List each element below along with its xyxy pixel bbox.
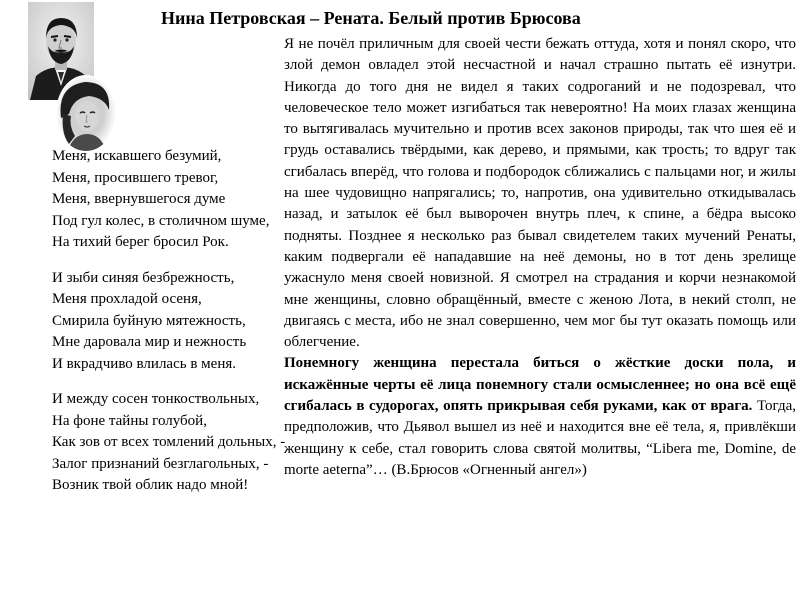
poem-line: И вкрадчиво влилась в меня. bbox=[52, 355, 236, 372]
stanza-gap bbox=[50, 375, 290, 389]
poem-line: На фоне тайны голубой, bbox=[52, 412, 207, 429]
poem-line: Мне даровала мир и нежность bbox=[52, 334, 247, 350]
prose-paragraph: Я не почёл приличным для своей чести бежать оттуда, хотя и понял скоро, что злой демон овладел этой несчастной и начал страшно пытать её изнутри. Никогда до того дня не видел я таких содроганий и не подозревал, что человеческое тело может изгибаться так невероятно! На моих глазах женщина то вытягивалась мучительно и против всех законов природы, так что шея её и грудь оставались твёрдыми, как дерево, и прямыми, как трость; то вдруг так сгибалась вперёд, что голова и подбородок сближались с пальцами ног, и жилы на шее чудовищно напрягались; то, напротив, она удивительно откидывалась назад, и затылок её был выворочен внутрь плеч, к спине, а бёдра высоко подняты. Позднее я несколько раз бывал свидетелем таких мучений Ренаты, каким подвергали её нападавшие на неё демоны, но в тот день зрелище ужаснуло меня своей новизной. Я смотрел на страдания и корчи незнакомой мне женщины, словно обращённый, вместе с женою Лота, в некий столп, не двигаясь с места, ибо не знал совершенно, чем мог бы тут оказать помощь или облегчение. bbox=[284, 36, 796, 351]
poem-line: Возник твой облик надо мной! bbox=[52, 477, 249, 493]
poem-line: Смирила буйную мятежность, bbox=[52, 312, 246, 329]
poem-line: Меня прохладой осеня, bbox=[52, 291, 202, 307]
poem-line: Как зов от всех томлений дольных, - bbox=[52, 434, 286, 450]
prose-excerpt bbox=[284, 34, 796, 481]
poem-line: И зыби синяя безбрежность, bbox=[52, 269, 235, 286]
portrait-woman-image bbox=[55, 74, 117, 152]
poem-line: Меня, просившего тревог, bbox=[52, 169, 219, 186]
poem-line: На тихий берег бросил Рок. bbox=[52, 234, 229, 250]
poem-line: И между сосен тонкоствольных, bbox=[52, 391, 260, 407]
prose-text: Тогда, предположив, что Дьявол вышел из неё и находится вне её тела, я, привлёкши женщину к себе, стал говорить слова святой молитвы, “Libera me, Domine, de morte aeterna”… (В.Брюсов «Огненный ангел») bbox=[284, 398, 796, 478]
poem-line: Меня, искавшего безумий, bbox=[52, 148, 222, 164]
poem bbox=[50, 146, 290, 497]
poem-line: Меня, ввернувшегося думе bbox=[52, 191, 226, 207]
prose-paragraph bbox=[284, 353, 796, 481]
page-title: Нина Петровская – Рената. Белый против Брюсова bbox=[161, 8, 581, 28]
poem-line: Под гул колес, в столичном шуме, bbox=[52, 212, 270, 229]
prose-bold-text: Понемногу женщина перестала биться о жёсткие доски пола, и искажённые черты её лица понемногу стали осмысленнее; но она всё ещё сгибалась в судорогах, опять прикрывая себя руками, как от врага. bbox=[284, 355, 796, 415]
stanza-gap bbox=[50, 254, 290, 268]
poem-line: Залог признаний безглагольных, - bbox=[52, 455, 269, 472]
